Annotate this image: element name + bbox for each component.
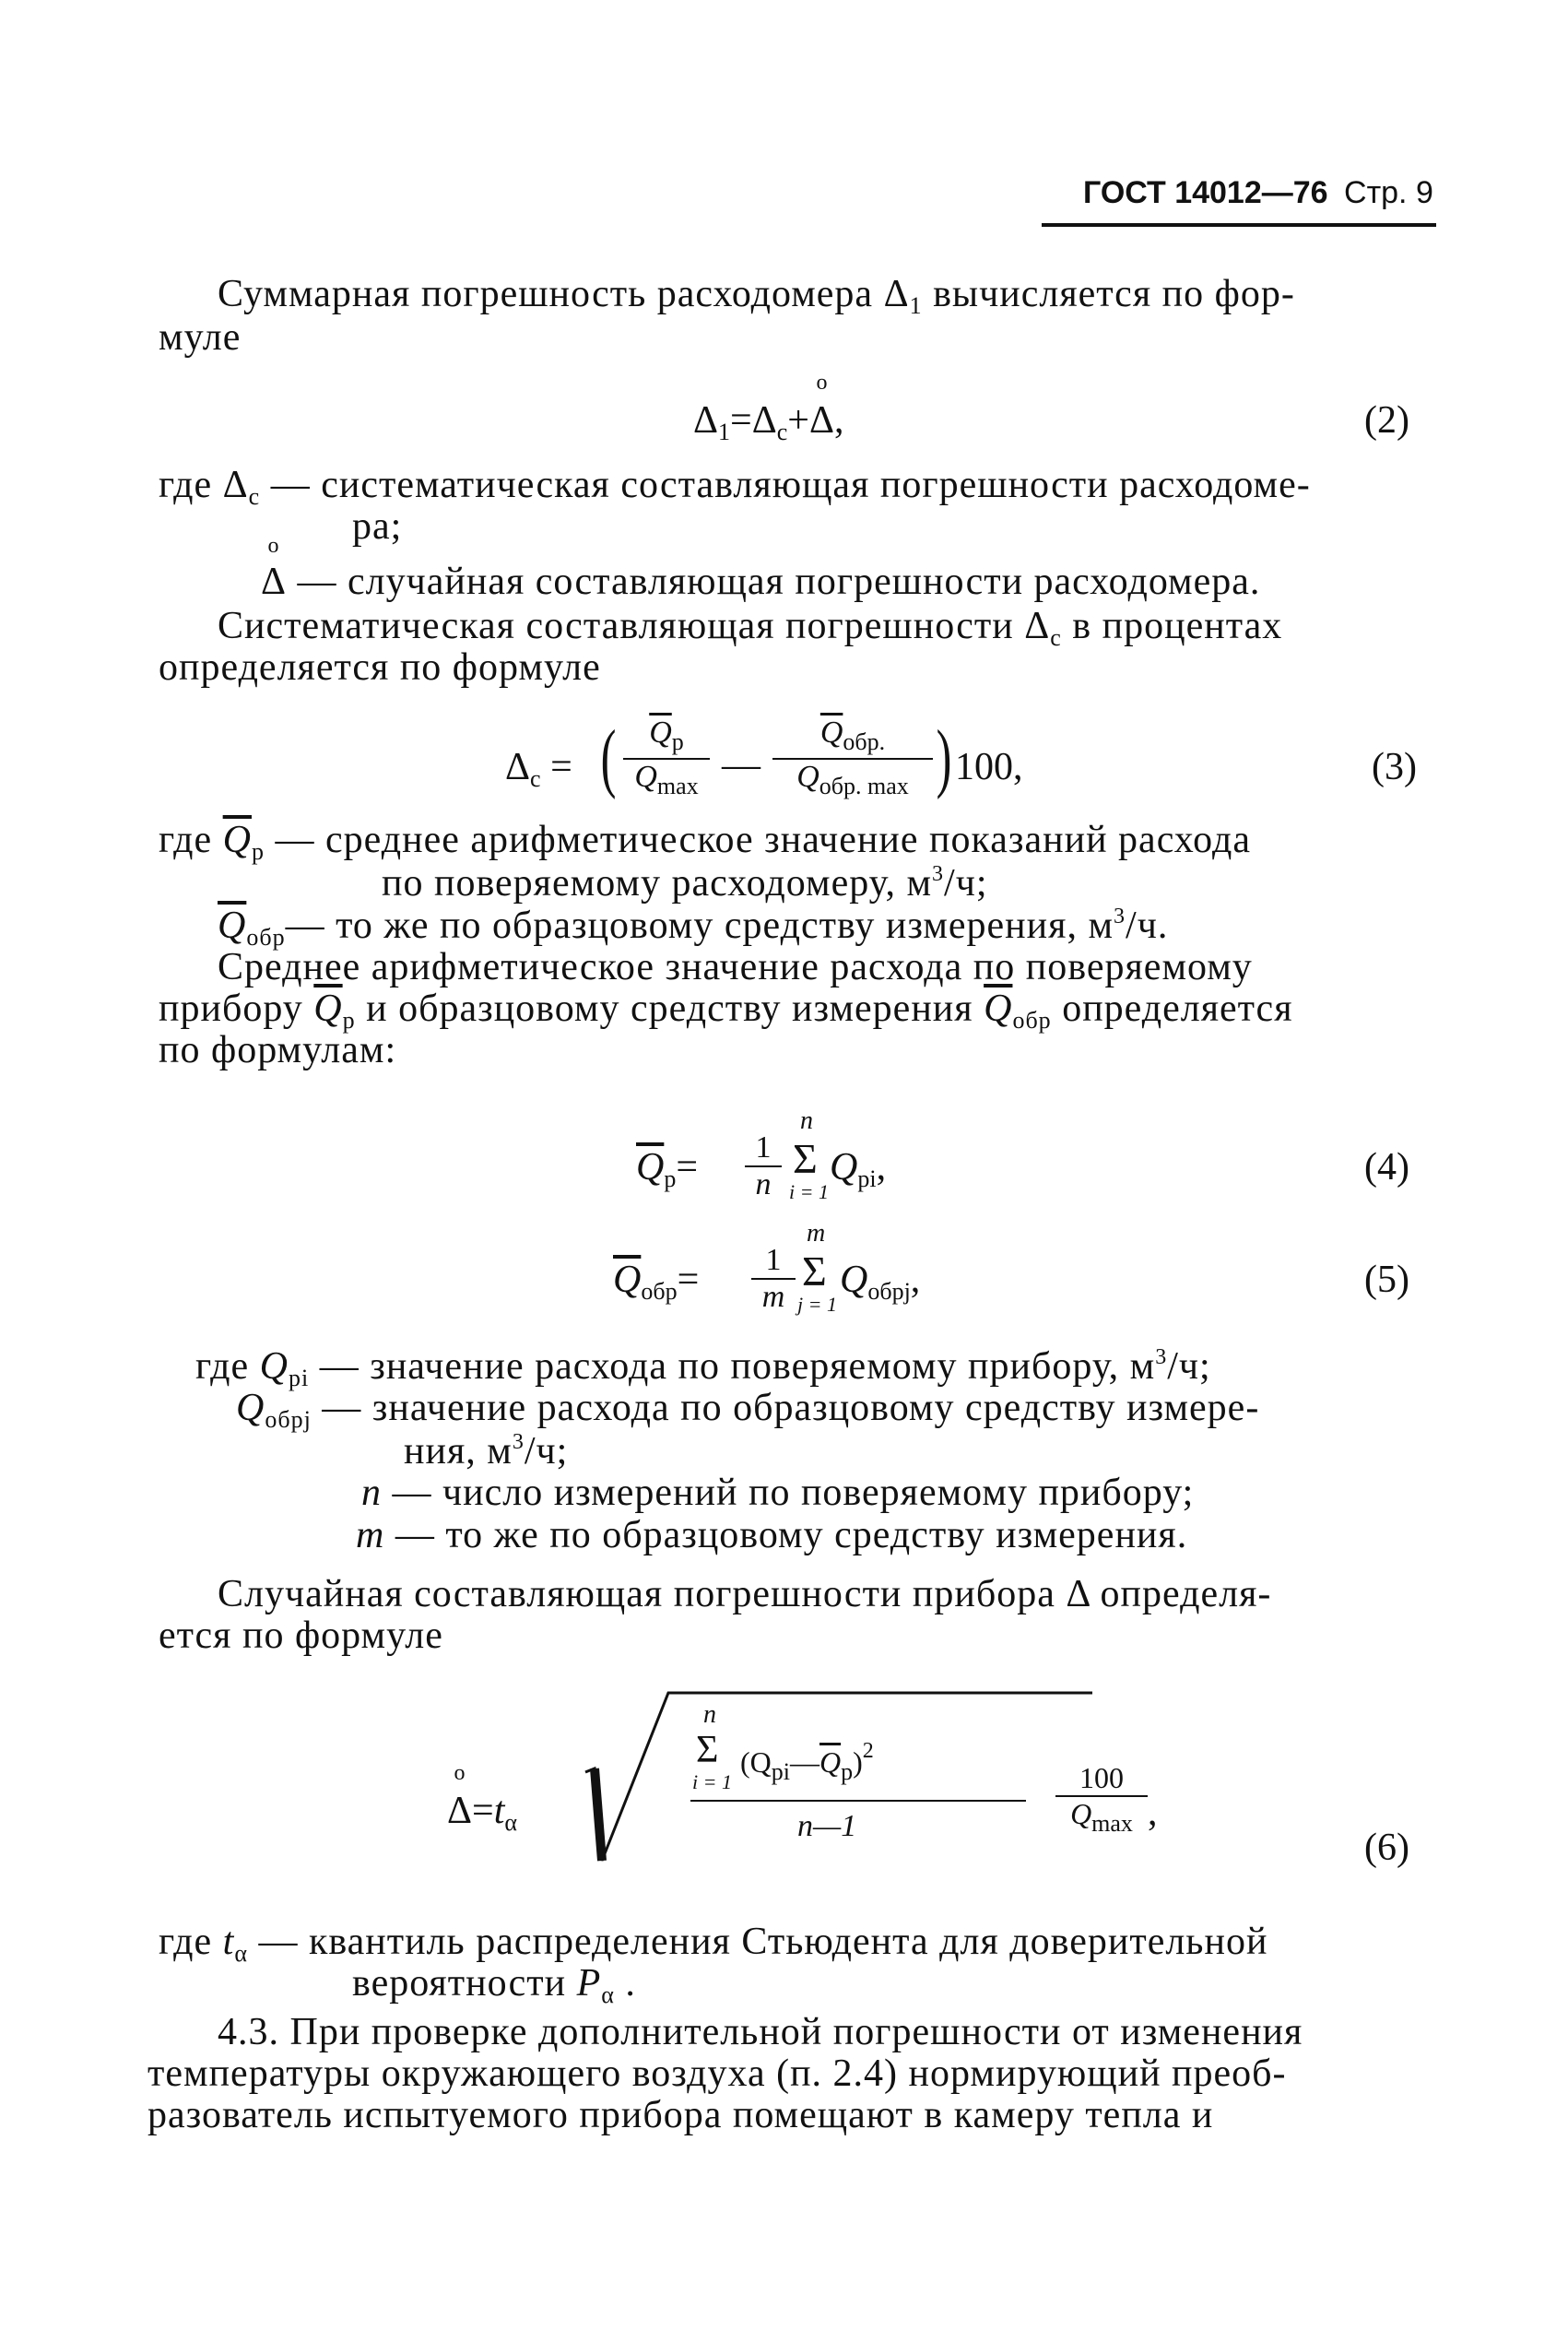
text-span: и образцовому средству измерения bbox=[355, 988, 984, 1030]
equation-number: (2) bbox=[1364, 399, 1409, 442]
paragraph-line: по формулам: bbox=[159, 1029, 397, 1071]
symbol: Q bbox=[634, 760, 657, 794]
symbol: , bbox=[910, 1259, 921, 1301]
subscript: max bbox=[1091, 1810, 1133, 1837]
text-span: /ч; bbox=[524, 1430, 569, 1473]
sum-lower: j = 1 bbox=[797, 1293, 837, 1316]
symbol: P bbox=[576, 1962, 602, 2005]
paren-close: ) bbox=[936, 715, 952, 800]
symbol: =Δ bbox=[730, 399, 777, 442]
paragraph-line bbox=[218, 275, 1295, 318]
symbol: $\overline{Q}$ bbox=[819, 1745, 842, 1779]
paragraph-line: муле bbox=[159, 316, 242, 359]
subscript: p bbox=[671, 728, 684, 755]
where-line bbox=[356, 1516, 1187, 1555]
subscript: p bbox=[342, 1007, 356, 1034]
symbol: $\overline{Q}$ bbox=[218, 905, 247, 947]
subscript: обр bbox=[641, 1278, 678, 1305]
subscript: обр bbox=[246, 924, 286, 951]
numerator: 1 bbox=[751, 1243, 796, 1280]
text-span: где bbox=[159, 1921, 223, 1963]
symbol: $\overline{Q}$ bbox=[613, 1259, 642, 1301]
where-line bbox=[361, 1473, 1194, 1512]
equation-number: (5) bbox=[1364, 1259, 1409, 1301]
symbol: $\overline{Q}$ bbox=[649, 716, 672, 750]
symbol: $\overline{Q}$ bbox=[819, 716, 843, 750]
symbol: Δ bbox=[693, 399, 719, 442]
where-line bbox=[159, 466, 1311, 509]
text-span: в процентах bbox=[1061, 605, 1283, 647]
subscript: c bbox=[776, 419, 788, 445]
fraction-bar bbox=[690, 1800, 1026, 1802]
symbol: = bbox=[676, 1146, 699, 1189]
text-span: — случайная составляющая погрешности расходомера. bbox=[287, 561, 1261, 603]
equation-number: (4) bbox=[1364, 1146, 1409, 1189]
subscript: α bbox=[504, 1809, 517, 1836]
page-number: Стр. 9 bbox=[1344, 175, 1433, 210]
text-span: прибору bbox=[159, 988, 314, 1030]
equation-4 bbox=[636, 1106, 913, 1208]
symbol: Q bbox=[236, 1387, 265, 1429]
symbol: = bbox=[677, 1259, 700, 1301]
subscript: pi bbox=[857, 1165, 877, 1192]
fraction bbox=[745, 1130, 782, 1202]
text-span: — квантиль распределения Стьюдента для доверительной bbox=[247, 1921, 1268, 1963]
subscript: p bbox=[664, 1165, 677, 1192]
text-span: вычисляется по фор- bbox=[922, 273, 1295, 315]
where-line bbox=[159, 821, 1251, 864]
text-span: определяется bbox=[1051, 988, 1293, 1030]
text-span: — то же по образцовому средству измерения, м bbox=[285, 905, 1114, 947]
sum-lower: i = 1 bbox=[692, 1770, 732, 1793]
paragraph-line: определяется по формуле bbox=[159, 646, 601, 689]
text-span: — систематическая составляющая погрешности расходоме- bbox=[260, 464, 1311, 506]
superscript: 3 bbox=[1114, 905, 1126, 928]
symbol: — bbox=[790, 1745, 819, 1779]
header-rule bbox=[1042, 223, 1436, 227]
text-span: — значение расхода по образцовому средству измере- bbox=[311, 1387, 1260, 1429]
symbol: Q bbox=[1070, 1797, 1092, 1830]
sum-upper: n bbox=[800, 1106, 813, 1135]
paragraph-line: Случайная составляющая погрешности прибора Δ определя- bbox=[218, 1573, 1272, 1615]
equation-number: (3) bbox=[1372, 746, 1417, 788]
symbol: Q bbox=[840, 1259, 868, 1301]
text-span: — то же по образцовому средству измерения. bbox=[384, 1514, 1188, 1556]
equation-6 bbox=[447, 1687, 1158, 1872]
symbol: , bbox=[876, 1146, 887, 1189]
subscript: 1 bbox=[909, 292, 923, 319]
where-line bbox=[218, 905, 1168, 950]
text-span: . bbox=[614, 1962, 636, 2005]
symbol: = bbox=[472, 1790, 494, 1832]
text-span: ния, м bbox=[404, 1430, 513, 1473]
superscript: 3 bbox=[512, 1430, 525, 1454]
ring-delta: o Δ bbox=[261, 562, 287, 601]
minus: — bbox=[722, 744, 760, 787]
symbol: n bbox=[361, 1472, 382, 1514]
sum-icon: Σ bbox=[802, 1248, 827, 1295]
subscript: обрj bbox=[265, 1406, 312, 1433]
symbol: Δ bbox=[505, 746, 531, 788]
symbol: m bbox=[356, 1514, 385, 1556]
where-line bbox=[404, 1431, 568, 1471]
text-span: /ч; bbox=[1167, 1345, 1211, 1388]
ring-delta: o Δ bbox=[809, 398, 834, 443]
subscript: p bbox=[841, 1758, 854, 1785]
text-span: Систематическая составляющая погрешности Δ bbox=[218, 605, 1051, 647]
where-line bbox=[382, 863, 988, 903]
paragraph-line bbox=[159, 989, 1293, 1033]
sum-upper: n bbox=[703, 1700, 716, 1729]
where-line bbox=[261, 562, 1260, 601]
paragraph-line: ется по формуле bbox=[159, 1614, 443, 1657]
standard-number: ГОСТ 14012—76 bbox=[1083, 175, 1328, 210]
paragraph-line: Среднее арифметическое значение расхода по поверяемому bbox=[218, 946, 1253, 988]
text-span: Суммарная погрешность расходомера Δ bbox=[218, 273, 910, 315]
symbol: = bbox=[540, 746, 572, 788]
lhs bbox=[505, 745, 572, 793]
superscript: 3 bbox=[932, 862, 945, 886]
superscript: 3 bbox=[1155, 1345, 1168, 1369]
symbol: (Q bbox=[740, 1745, 772, 1779]
paragraph-line bbox=[218, 607, 1282, 650]
symbol: $\overline{Q}$ bbox=[313, 988, 343, 1030]
sum-term bbox=[740, 1739, 874, 1786]
symbol: Q bbox=[796, 760, 819, 794]
symbol: , bbox=[833, 399, 844, 442]
paren-open: ( bbox=[600, 715, 617, 800]
subscript: обр bbox=[1012, 1007, 1052, 1034]
subscript: 1 bbox=[718, 419, 731, 445]
subscript: обрj bbox=[867, 1278, 911, 1305]
paragraph-line: 4.3. При проверке дополнительной погрешности от изменения bbox=[218, 2011, 1303, 2053]
equation-5 bbox=[613, 1219, 926, 1320]
numerator: 1 bbox=[745, 1130, 782, 1167]
subscript: обр. bbox=[843, 728, 886, 755]
symbol: + bbox=[787, 399, 809, 442]
fraction-2 bbox=[772, 716, 933, 800]
text-span: где bbox=[195, 1345, 260, 1388]
subscript: c bbox=[1050, 624, 1062, 651]
ring-delta: o Δ bbox=[447, 1789, 472, 1833]
subscript: pi bbox=[771, 1758, 790, 1785]
symbol: , bbox=[1148, 1792, 1158, 1834]
symbol: $\overline{Q}$ bbox=[984, 988, 1013, 1030]
equation-number: (6) bbox=[1364, 1827, 1409, 1869]
where-line bbox=[159, 1922, 1267, 1966]
subscript: c bbox=[530, 765, 541, 792]
where-line bbox=[236, 1389, 1259, 1432]
fraction-1 bbox=[623, 716, 710, 800]
text-span: где bbox=[159, 819, 223, 861]
where-line bbox=[352, 1964, 636, 2007]
where-line bbox=[195, 1346, 1211, 1390]
paragraph-line: разователь испытуемого прибора помещают в камеру тепла и bbox=[147, 2094, 1214, 2136]
fraction bbox=[751, 1243, 796, 1315]
symbol: $\overline{Q}$ bbox=[636, 1146, 665, 1189]
denominator: n bbox=[755, 1167, 772, 1201]
symbol: Q bbox=[259, 1345, 289, 1388]
superscript: 2 bbox=[862, 1739, 874, 1763]
text-span: — значение расхода по поверяемому прибору, м bbox=[309, 1345, 1156, 1388]
sum-icon: Σ bbox=[793, 1135, 818, 1182]
denominator: n—1 bbox=[797, 1809, 857, 1843]
subscript: p bbox=[252, 838, 265, 865]
subscript: max bbox=[656, 773, 699, 799]
denominator: m bbox=[761, 1280, 785, 1314]
text-span: /ч. bbox=[1126, 905, 1169, 947]
symbol: t bbox=[222, 1921, 235, 1963]
subscript: c bbox=[248, 483, 261, 510]
symbol: ) bbox=[853, 1745, 863, 1779]
sum-icon: Σ bbox=[696, 1729, 719, 1771]
where-line: ра; bbox=[352, 505, 403, 548]
numerator: 100 bbox=[1055, 1761, 1148, 1797]
sum-upper: m bbox=[807, 1219, 826, 1248]
text-span: вероятности bbox=[352, 1962, 577, 2005]
subscript: обр. max bbox=[819, 773, 909, 799]
running-header bbox=[1083, 175, 1433, 211]
fraction-2 bbox=[1055, 1761, 1148, 1838]
text-span: — среднее арифметическое значение показаний расхода bbox=[265, 819, 1251, 861]
subscript: α bbox=[234, 1940, 248, 1967]
sum-lower: i = 1 bbox=[789, 1180, 829, 1203]
text-span: по поверяемому расходомеру, м bbox=[382, 862, 933, 905]
symbol: t bbox=[493, 1790, 505, 1832]
equation-2 bbox=[693, 398, 843, 446]
symbol: Q bbox=[830, 1146, 858, 1189]
factor: 100, bbox=[955, 746, 1023, 788]
text-span: где Δ bbox=[159, 464, 249, 506]
subscript: pi bbox=[289, 1365, 310, 1391]
subscript: α bbox=[601, 1981, 615, 2008]
paragraph-line: температуры окружающего воздуха (п. 2.4) нормирующий преоб- bbox=[147, 2052, 1287, 2095]
symbol: $\overline{Q}$ bbox=[222, 819, 252, 861]
text-span: — число измерений по поверяемому прибору; bbox=[382, 1472, 1195, 1514]
text-span: /ч; bbox=[944, 862, 988, 905]
